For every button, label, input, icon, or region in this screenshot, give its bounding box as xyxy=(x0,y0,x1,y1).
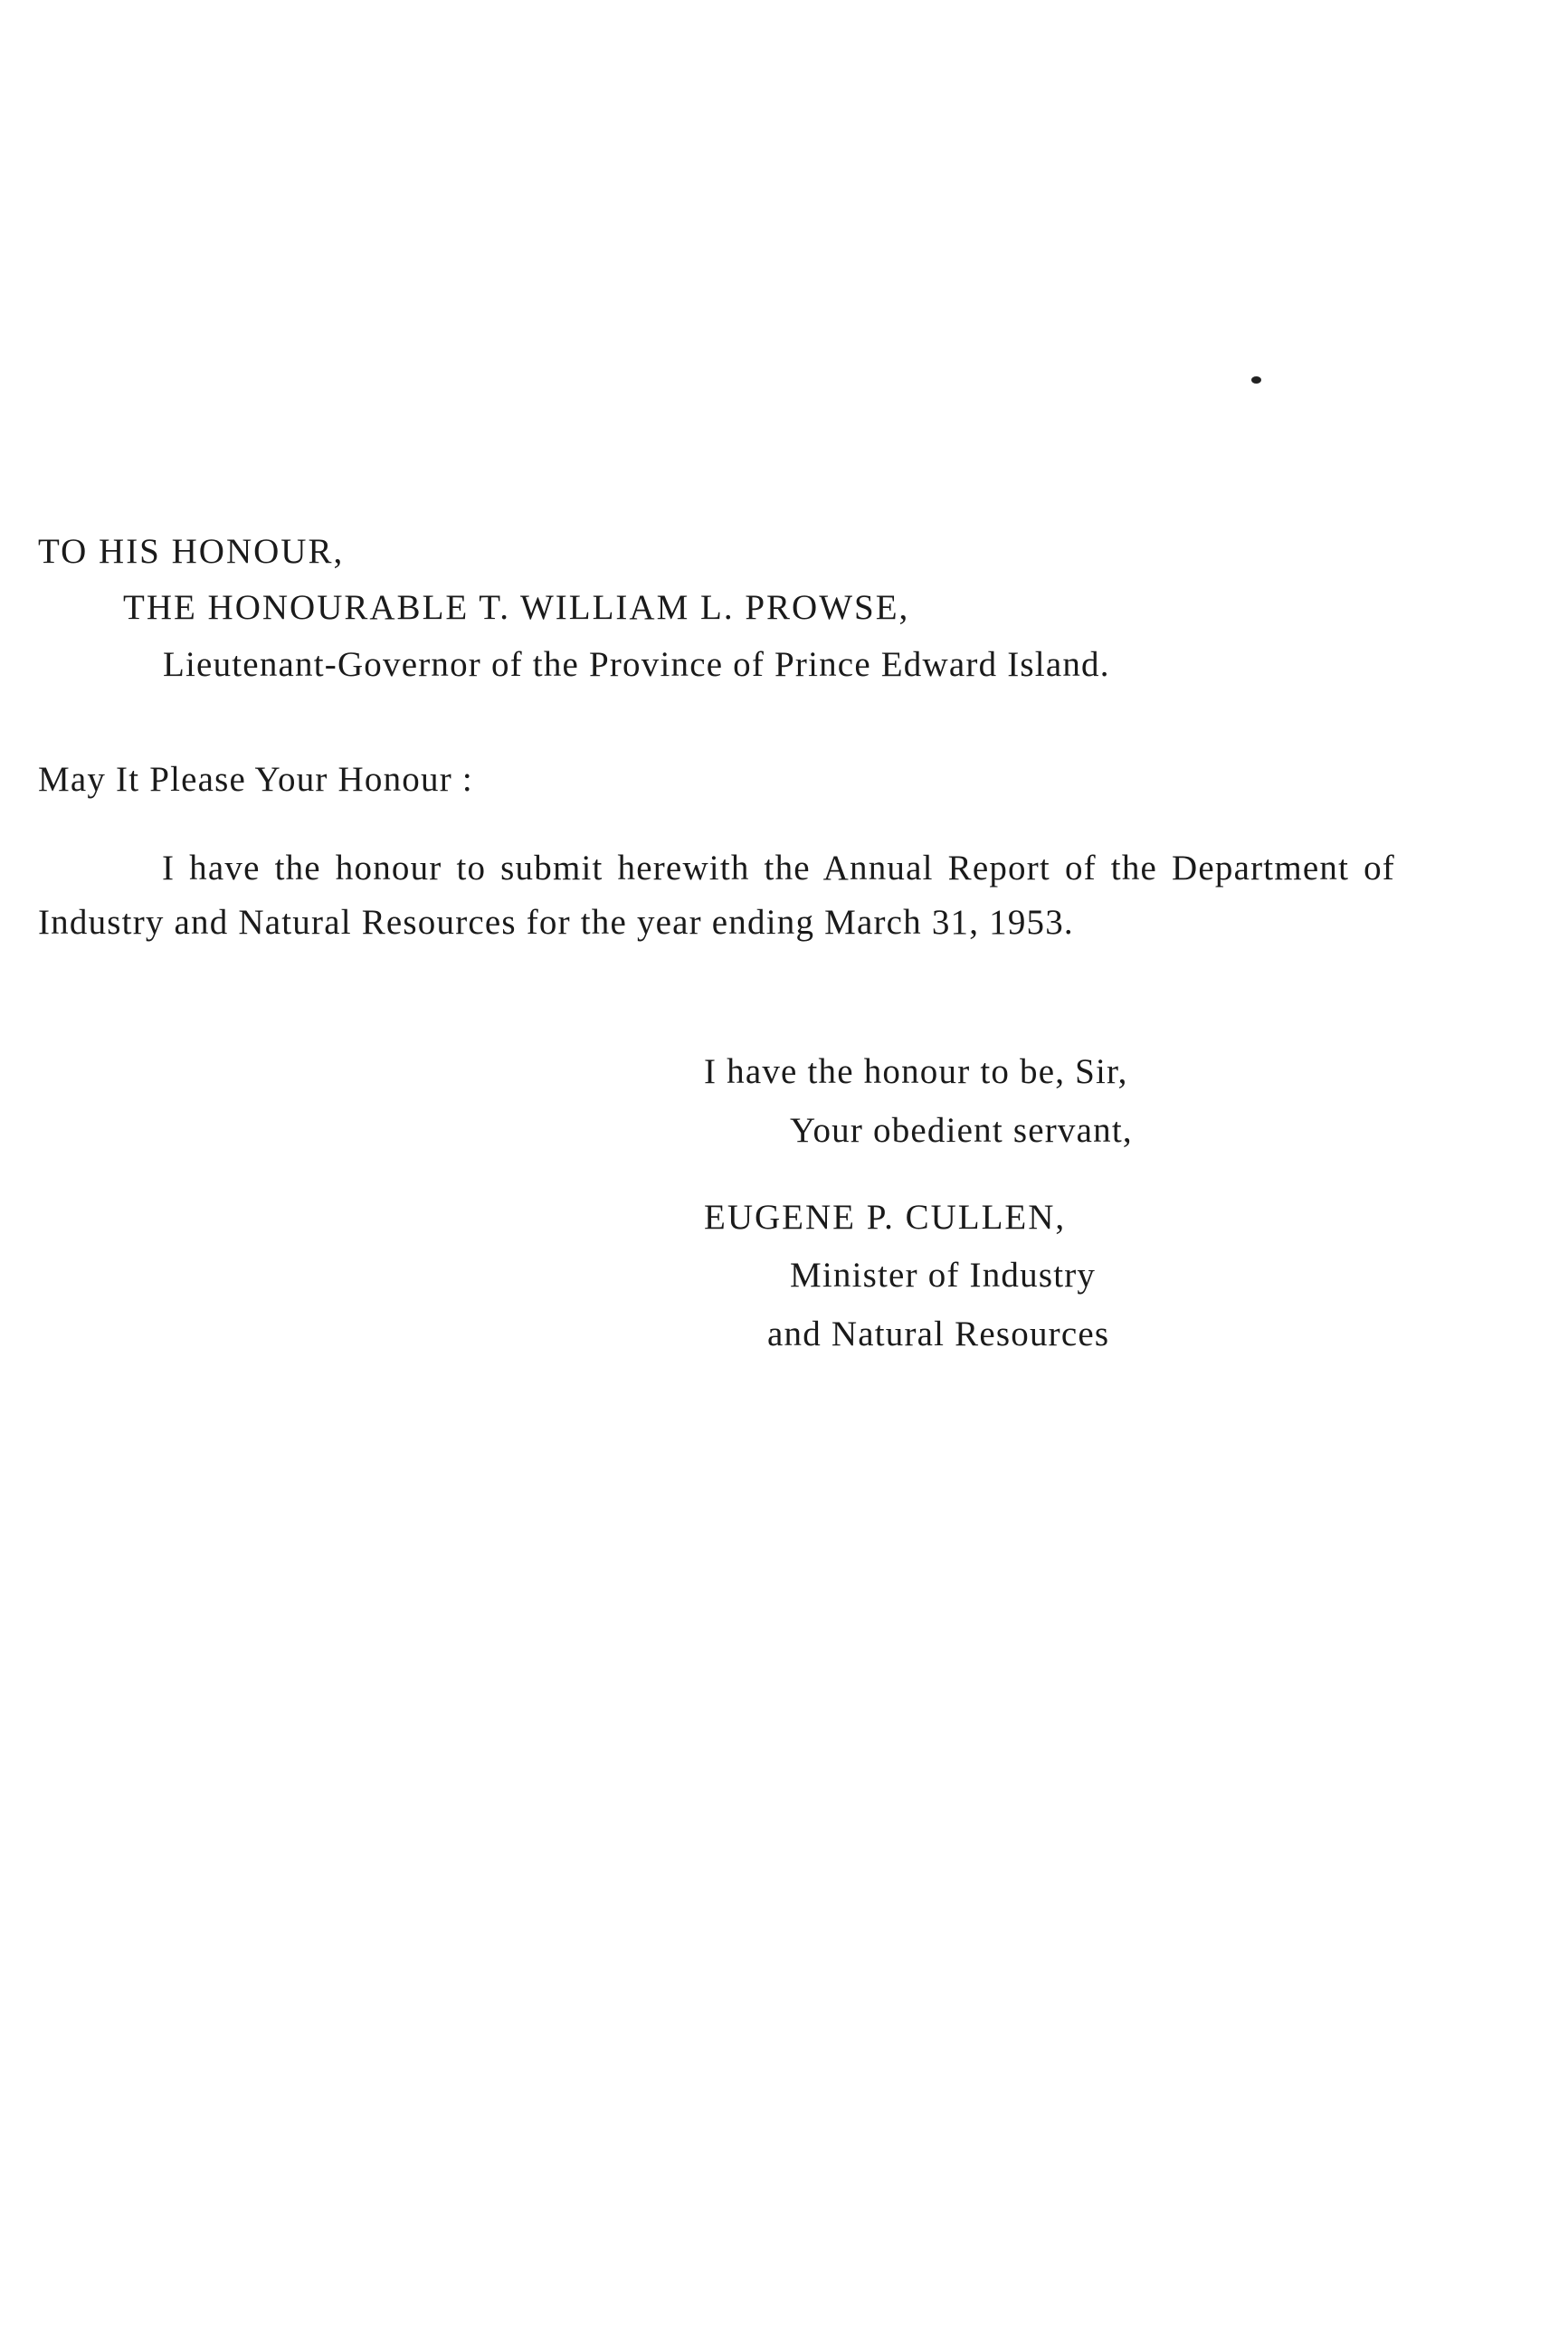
salutation: May It Please Your Honour : xyxy=(38,760,473,799)
body-paragraph: I have the honour to submit herewith the Annual Report of the Department of Industry and Natural Resources for the year ending March 31, 1953. xyxy=(38,849,1395,942)
signer-name: EUGENE P. CULLEN, xyxy=(704,1198,1067,1237)
addressee-line: TO HIS HONOUR, xyxy=(38,532,345,571)
honourable-line: THE HONOURABLE T. WILLIAM L. PROWSE, xyxy=(123,588,910,627)
signer-title-line-2: and Natural Resources xyxy=(767,1315,1110,1353)
position-line: Lieutenant-Governor of the Province of Prince Edward Island. xyxy=(163,645,1110,684)
servant-line: Your obedient servant, xyxy=(790,1111,1133,1150)
signer-title-line-1: Minister of Industry xyxy=(790,1256,1097,1295)
ink-speck xyxy=(1251,376,1261,384)
closing-line: I have the honour to be, Sir, xyxy=(704,1052,1128,1091)
